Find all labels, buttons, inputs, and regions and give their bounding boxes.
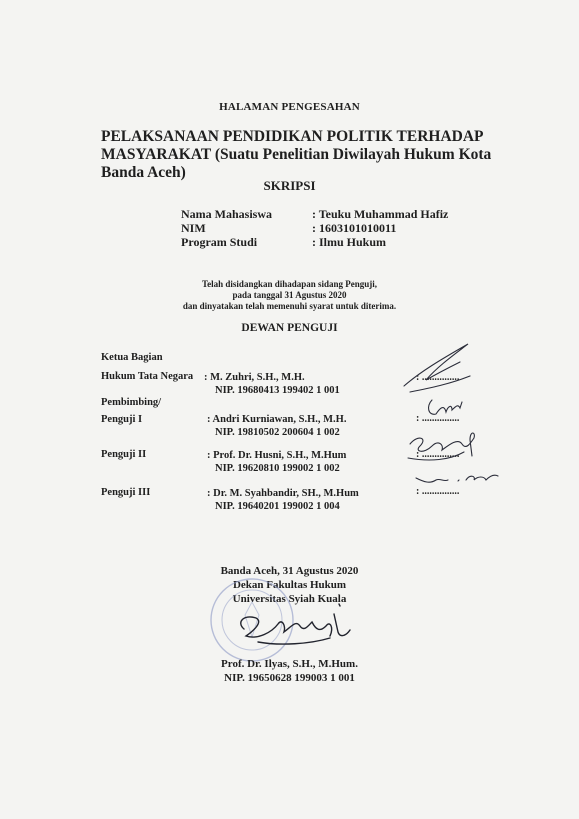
thesis-title-line-2: MASYARAKAT (Suatu Penelitian Diwilayah Hukum Kota — [101, 146, 492, 163]
notice-line-1: Telah disidangkan dihadapan sidang Penguji, — [202, 279, 377, 289]
penguji-2-name: : Prof. Dr. Husni, S.H., M.Hum — [207, 450, 347, 461]
committee-title: DEWAN PENGUJI — [241, 322, 338, 334]
pembimbing-label: Pembimbing/ — [101, 397, 162, 408]
penguji-2-nip: NIP. 19620810 199002 1 002 — [215, 463, 340, 474]
notice-line-2: pada tanggal 31 Agustus 2020 — [232, 290, 347, 300]
penguji-3-signature-dots: : ............... — [416, 486, 460, 497]
notice-line-3: dan dinyatakan telah memenuhi syarat untuk diterima. — [182, 301, 397, 311]
signoff-place-date: Banda Aceh, 31 Agustus 2020 — [220, 565, 359, 577]
ketua-nip: NIP. 19680413 199402 1 001 — [215, 385, 340, 396]
penguji-1-name: : Andri Kurniawan, S.H., M.H. — [207, 414, 347, 425]
penguji-2-signature-dots: : ............... — [416, 449, 460, 460]
penguji-1-nip: NIP. 19810502 200604 1 002 — [215, 427, 340, 438]
dean-nip: NIP. 19650628 199003 1 001 — [224, 672, 355, 684]
student-nim-value: : 1603101010011 — [312, 221, 397, 235]
ketua-signature-dots: : ............... — [416, 372, 460, 383]
document-type: SKRIPSI — [263, 178, 316, 193]
ketua-label-1: Ketua Bagian — [101, 352, 163, 363]
student-prodi-value: : Ilmu Hukum — [312, 235, 387, 249]
dean-name: Prof. Dr. Ilyas, S.H., M.Hum. — [221, 658, 358, 670]
thesis-title-line-3: Banda Aceh) — [101, 164, 186, 181]
student-nim-label: NIM — [181, 221, 206, 235]
page-heading: HALAMAN PENGESAHAN — [219, 101, 360, 113]
ketua-name: : M. Zuhri, S.H., M.H. — [204, 372, 305, 383]
penguji-1-signature-dots: : ............... — [416, 413, 460, 424]
signoff-university: Universitas Syiah Kuala — [232, 593, 347, 605]
ketua-label-2: Hukum Tata Negara — [101, 371, 194, 382]
penguji-3-nip: NIP. 19640201 199002 1 004 — [215, 501, 340, 512]
student-name-value: : Teuku Muhammad Hafiz — [312, 207, 449, 221]
signoff-position: Dekan Fakultas Hukum — [232, 579, 347, 591]
penguji-1-label: Penguji I — [101, 414, 143, 425]
penguji-3-name: : Dr. M. Syahbandir, SH., M.Hum — [207, 488, 359, 499]
dean-block — [0, 657, 579, 685]
student-prodi-label: Program Studi — [181, 235, 258, 249]
penguji-2-label: Penguji II — [101, 449, 147, 460]
penguji-3-label: Penguji III — [101, 487, 151, 498]
thesis-title-line-1: PELAKSANAAN PENDIDIKAN POLITIK TERHADAP — [101, 128, 484, 145]
student-name-label: Nama Mahasiswa — [181, 207, 273, 221]
